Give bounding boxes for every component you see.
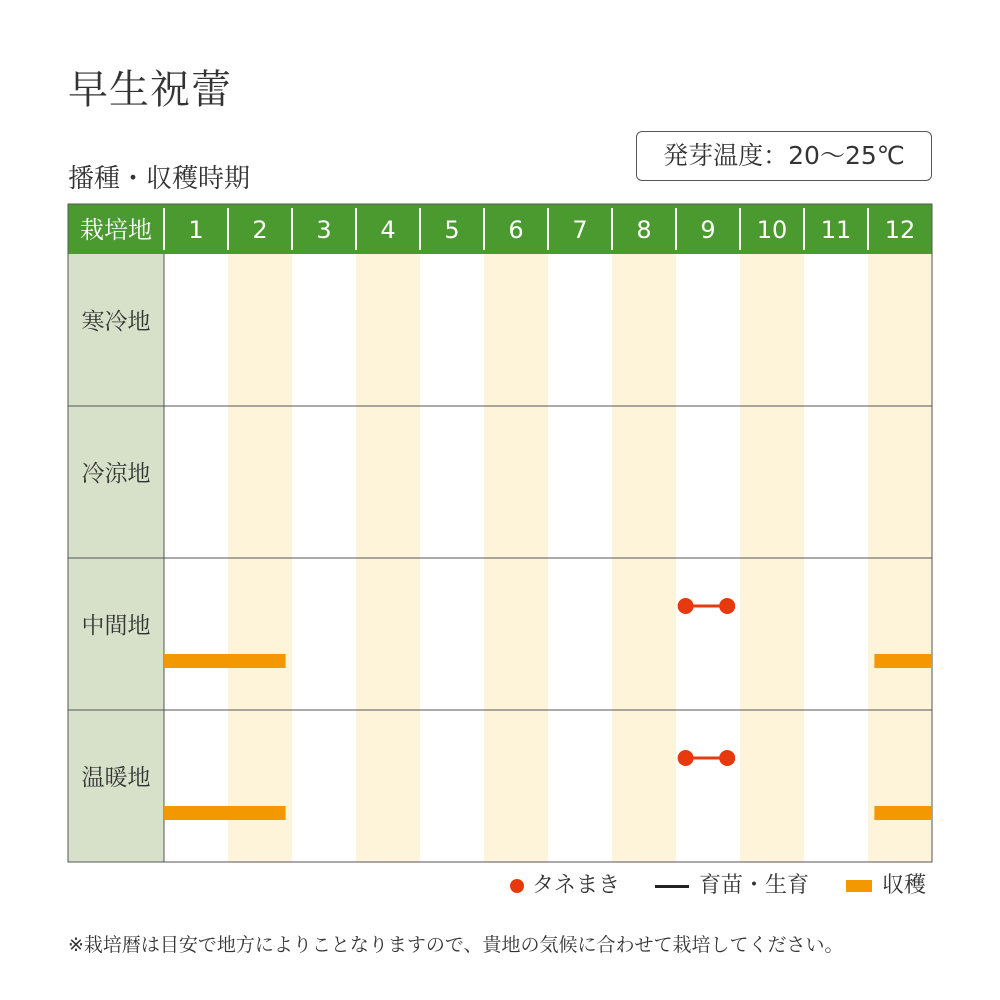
sowing-start-dot xyxy=(678,750,694,766)
month-label: 6 xyxy=(508,216,524,244)
month-label: 8 xyxy=(636,216,652,244)
sowing-end-dot xyxy=(719,598,735,614)
legend-sow xyxy=(510,872,620,900)
region-label: 冷涼地 xyxy=(81,461,151,487)
harvest-bar xyxy=(164,654,286,668)
sowing-start-dot xyxy=(678,598,694,614)
month-label: 12 xyxy=(884,216,916,244)
legend-harvest-label: 収穫 xyxy=(882,873,927,898)
region-label: 中間地 xyxy=(81,613,151,639)
month-label: 3 xyxy=(316,216,332,244)
page-title: 早生祝蕾 xyxy=(68,67,232,113)
nursery-line-icon xyxy=(655,885,689,888)
month-label: 10 xyxy=(756,216,788,244)
month-label: 2 xyxy=(252,216,268,244)
harvest-bar xyxy=(874,654,932,668)
legend-harvest xyxy=(846,872,926,900)
region-label: 温暖地 xyxy=(81,765,151,791)
month-label: 5 xyxy=(444,216,460,244)
sow-dot-icon xyxy=(510,879,524,893)
harvest-bar xyxy=(164,806,286,820)
region-label: 寒冷地 xyxy=(81,309,151,335)
sowing-end-dot xyxy=(719,750,735,766)
legend-nursery xyxy=(655,872,809,900)
legend-nursery-label: 育苗・生育 xyxy=(699,873,810,898)
harvest-bar-icon xyxy=(846,880,872,892)
month-label: 4 xyxy=(380,216,396,244)
harvest-bar xyxy=(874,806,932,820)
germination-temperature-badge: 発芽温度：20〜25℃ xyxy=(636,131,932,181)
chart-subtitle: 播種・収穫時期 xyxy=(68,164,251,194)
month-label: 1 xyxy=(188,216,204,244)
month-label: 11 xyxy=(820,216,852,244)
legend-sow-label: タネまき xyxy=(532,873,621,898)
month-label: 7 xyxy=(572,216,588,244)
corner-label: 栽培地 xyxy=(80,216,152,244)
month-label: 9 xyxy=(700,216,716,244)
footnote: ※栽培暦は目安で地方によりことなりますので、貴地の気候に合わせて栽培してください。 xyxy=(68,934,844,956)
